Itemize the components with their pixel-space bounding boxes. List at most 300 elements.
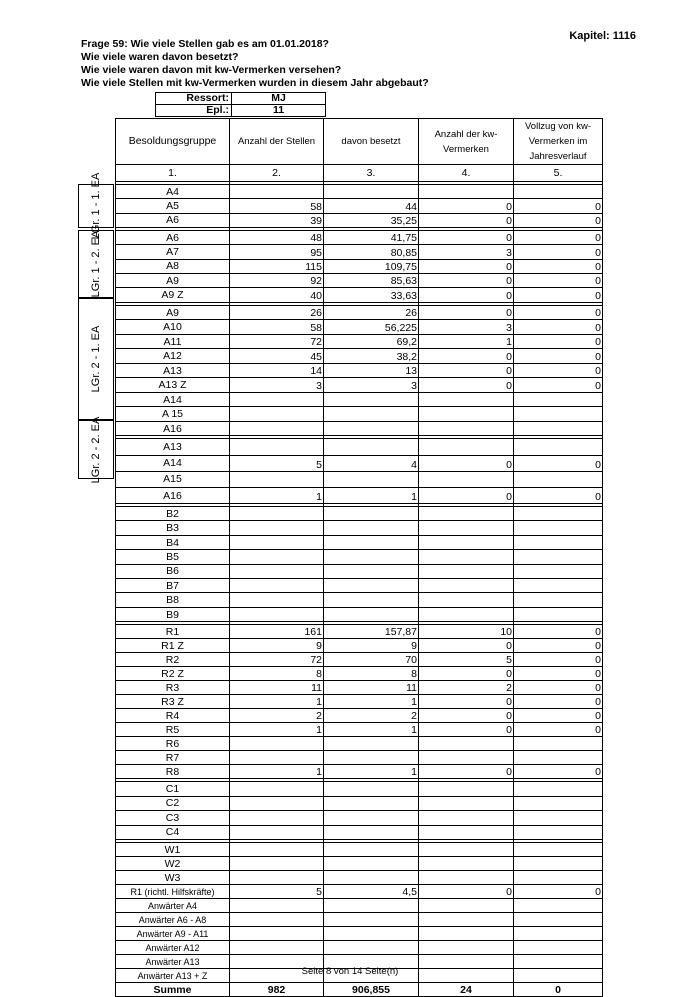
stellen-cell: 40 xyxy=(230,288,324,302)
table-row xyxy=(116,667,603,681)
besetzt-cell: 80,85 xyxy=(324,245,419,259)
besetzt-cell: 44 xyxy=(324,199,419,213)
stellen-cell: 115 xyxy=(230,259,324,273)
summe-value: 982 xyxy=(230,983,324,997)
table-row xyxy=(116,913,603,927)
stellen-cell xyxy=(230,421,324,436)
summe-value: 24 xyxy=(419,983,514,997)
chapter-label: Kapitel: 1116 xyxy=(569,30,636,42)
stellen-cell xyxy=(230,899,324,913)
kw-cell: 0 xyxy=(419,487,514,503)
besoldungsgruppe-cell: A11 xyxy=(116,334,230,349)
kw-cell: 5 xyxy=(419,653,514,667)
kw-cell xyxy=(419,407,514,422)
besoldungsgruppe-cell: A9 Z xyxy=(116,288,230,302)
besoldungsgruppe-cell: R7 xyxy=(116,751,230,765)
stellen-cell xyxy=(230,579,324,593)
besoldungsgruppe-cell: B8 xyxy=(116,593,230,607)
table-row xyxy=(116,885,603,899)
stellen-cell xyxy=(230,471,324,487)
vollzug-cell: 0 xyxy=(514,230,603,244)
question-line: Wie viele waren davon mit kw-Vermerken versehen? xyxy=(81,64,342,76)
header-davon-besetzt: davon besetzt xyxy=(324,119,419,165)
stellen-cell xyxy=(230,550,324,564)
besetzt-cell: 3 xyxy=(324,378,419,393)
besoldungsgruppe-cell: R3 Z xyxy=(116,695,230,709)
kw-cell: 3 xyxy=(419,245,514,259)
vollzug-cell xyxy=(514,825,603,840)
ressort-table xyxy=(155,92,326,117)
kw-cell xyxy=(419,593,514,607)
stellen-cell: 161 xyxy=(230,625,324,639)
stellen-cell: 1 xyxy=(230,723,324,737)
vollzug-cell: 0 xyxy=(514,245,603,259)
kw-cell xyxy=(419,535,514,549)
besoldungsgruppe-cell: A9 xyxy=(116,274,230,288)
epl-label: Epl.: xyxy=(156,105,232,117)
stellen-cell xyxy=(230,535,324,549)
besoldungsgruppe-cell: A13 Z xyxy=(116,378,230,393)
table-row xyxy=(116,439,603,455)
stellen-cell xyxy=(230,185,324,199)
stellen-cell: 39 xyxy=(230,213,324,227)
besoldungsgruppe-cell: R2 xyxy=(116,653,230,667)
besetzt-cell xyxy=(324,392,419,407)
besetzt-cell xyxy=(324,407,419,422)
stellen-cell xyxy=(230,927,324,941)
kw-cell: 3 xyxy=(419,320,514,335)
kw-cell xyxy=(419,782,514,797)
header-besoldungsgruppe: Besoldungsgruppe xyxy=(116,119,230,165)
vollzug-cell xyxy=(514,471,603,487)
table-row xyxy=(116,653,603,667)
besetzt-cell xyxy=(324,941,419,955)
stellen-cell: 48 xyxy=(230,230,324,244)
kw-cell xyxy=(419,579,514,593)
table-row xyxy=(116,199,603,213)
vollzug-cell: 0 xyxy=(514,334,603,349)
vollzug-cell xyxy=(514,535,603,549)
besoldungsgruppe-cell: A 15 xyxy=(116,407,230,422)
table-row xyxy=(116,320,603,335)
besetzt-cell xyxy=(324,737,419,751)
besetzt-cell: 4,5 xyxy=(324,885,419,899)
table-row xyxy=(116,579,603,593)
kw-cell: 10 xyxy=(419,625,514,639)
besetzt-cell xyxy=(324,579,419,593)
vollzug-cell xyxy=(514,899,603,913)
stellen-cell xyxy=(230,439,324,455)
table-row xyxy=(116,471,603,487)
besoldungsgruppe-cell: B6 xyxy=(116,564,230,578)
epl-value: 11 xyxy=(232,105,326,117)
table-row xyxy=(116,274,603,288)
besoldungsgruppe-cell: A13 xyxy=(116,363,230,378)
besoldungsgruppe-cell: R1 xyxy=(116,625,230,639)
table-row xyxy=(116,185,603,199)
table-row xyxy=(116,709,603,723)
besetzt-cell: 13 xyxy=(324,363,419,378)
besetzt-cell xyxy=(324,550,419,564)
besoldungsgruppe-cell: B5 xyxy=(116,550,230,564)
kw-cell xyxy=(419,843,514,857)
table-row xyxy=(116,392,603,407)
stellen-cell: 95 xyxy=(230,245,324,259)
besetzt-cell xyxy=(324,825,419,840)
column-number: 1. xyxy=(116,165,230,182)
header-vollzug: Vollzug von kw-Vermerken im Jahresverlauf xyxy=(514,119,603,165)
table-row xyxy=(116,535,603,549)
vollzug-cell xyxy=(514,927,603,941)
besoldungsgruppe-cell: C4 xyxy=(116,825,230,840)
kw-cell: 0 xyxy=(419,274,514,288)
besetzt-cell: 9 xyxy=(324,639,419,653)
table-row xyxy=(116,927,603,941)
kw-cell: 0 xyxy=(419,230,514,244)
stellen-cell xyxy=(230,521,324,535)
besetzt-cell: 1 xyxy=(324,487,419,503)
vollzug-cell: 0 xyxy=(514,288,603,302)
summe-value: 906,855 xyxy=(324,983,419,997)
table-row xyxy=(116,230,603,244)
table-row xyxy=(116,843,603,857)
lgr-1-2-label: LGr. 1 - 2. EA xyxy=(78,230,114,298)
besoldungsgruppe-cell: R3 xyxy=(116,681,230,695)
page-footer: Seite 8 von 14 Seite(n) xyxy=(301,966,399,977)
lgr-2-1-label: LGr. 2 - 1. EA xyxy=(78,298,114,420)
stellen-cell: 3 xyxy=(230,378,324,393)
table-row xyxy=(116,811,603,826)
vollzug-cell: 0 xyxy=(514,695,603,709)
question-line: Wie viele Stellen mit kw-Vermerken wurden in diesem Jahr abgebaut? xyxy=(81,77,429,89)
besoldungsgruppe-cell: A6 xyxy=(116,230,230,244)
table-row xyxy=(116,334,603,349)
vollzug-cell: 0 xyxy=(514,639,603,653)
besoldungsgruppe-cell: R4 xyxy=(116,709,230,723)
kw-cell: 2 xyxy=(419,681,514,695)
besetzt-cell: 70 xyxy=(324,653,419,667)
vollzug-cell: 0 xyxy=(514,259,603,273)
besetzt-cell xyxy=(324,521,419,535)
besetzt-cell: 1 xyxy=(324,765,419,779)
vollzug-cell: 0 xyxy=(514,455,603,471)
besoldungsgruppe-cell: Anwärter A12 xyxy=(116,941,230,955)
besetzt-cell xyxy=(324,439,419,455)
besetzt-cell xyxy=(324,843,419,857)
besetzt-cell: 4 xyxy=(324,455,419,471)
vollzug-cell xyxy=(514,796,603,811)
besoldungsgruppe-cell: A4 xyxy=(116,185,230,199)
stellen-cell: 1 xyxy=(230,695,324,709)
besetzt-cell: 35,25 xyxy=(324,213,419,227)
kw-cell xyxy=(419,941,514,955)
table-row xyxy=(116,421,603,436)
ressort-label: Ressort: xyxy=(156,93,232,105)
besetzt-cell: 56,225 xyxy=(324,320,419,335)
kw-cell xyxy=(419,471,514,487)
table-row xyxy=(116,245,603,259)
stellen-cell: 5 xyxy=(230,885,324,899)
kw-cell xyxy=(419,899,514,913)
question-line: Wie viele waren davon besetzt? xyxy=(81,51,239,63)
vollzug-cell xyxy=(514,550,603,564)
vollzug-cell: 0 xyxy=(514,320,603,335)
table-row xyxy=(116,857,603,871)
stellen-cell: 1 xyxy=(230,765,324,779)
vollzug-cell: 0 xyxy=(514,349,603,364)
stellen-cell xyxy=(230,811,324,826)
stellen-cell xyxy=(230,782,324,797)
kw-cell: 0 xyxy=(419,709,514,723)
table-row xyxy=(116,455,603,471)
stellen-cell xyxy=(230,564,324,578)
table-row xyxy=(116,507,603,521)
table-row xyxy=(116,695,603,709)
kw-cell: 0 xyxy=(419,695,514,709)
stellen-cell: 2 xyxy=(230,709,324,723)
kw-cell: 0 xyxy=(419,639,514,653)
kw-cell: 0 xyxy=(419,667,514,681)
besoldungsgruppe-cell: Anwärter A13 xyxy=(116,955,230,969)
besoldungsgruppe-cell: Anwärter A9 - A11 xyxy=(116,927,230,941)
besetzt-cell: 109,75 xyxy=(324,259,419,273)
stellen-cell: 5 xyxy=(230,455,324,471)
besoldungsgruppe-cell: A16 xyxy=(116,487,230,503)
table-row xyxy=(116,737,603,751)
kw-cell: 0 xyxy=(419,378,514,393)
besetzt-cell xyxy=(324,811,419,826)
kw-cell: 0 xyxy=(419,288,514,302)
kw-cell xyxy=(419,913,514,927)
table-row xyxy=(116,681,603,695)
kw-cell: 0 xyxy=(419,259,514,273)
stellen-cell: 26 xyxy=(230,305,324,320)
besetzt-cell: 85,63 xyxy=(324,274,419,288)
vollzug-cell xyxy=(514,521,603,535)
table-row xyxy=(116,765,603,779)
besoldungsgruppe-cell: Anwärter A4 xyxy=(116,899,230,913)
besetzt-cell xyxy=(324,564,419,578)
kw-cell: 0 xyxy=(419,455,514,471)
besoldungsgruppe-cell: A10 xyxy=(116,320,230,335)
column-number-row xyxy=(116,165,603,182)
table-row xyxy=(116,593,603,607)
table-row xyxy=(116,639,603,653)
table-row xyxy=(116,625,603,639)
besetzt-cell xyxy=(324,927,419,941)
table-row xyxy=(116,825,603,840)
kw-cell xyxy=(419,927,514,941)
stellen-cell: 72 xyxy=(230,334,324,349)
vollzug-cell xyxy=(514,579,603,593)
besoldungsgruppe-cell: R5 xyxy=(116,723,230,737)
besoldungsgruppe-cell: Anwärter A6 - A8 xyxy=(116,913,230,927)
header-anzahl-stellen: Anzahl der Stellen xyxy=(230,119,324,165)
besetzt-cell xyxy=(324,535,419,549)
vollzug-cell: 0 xyxy=(514,487,603,503)
vollzug-cell xyxy=(514,507,603,521)
besetzt-cell xyxy=(324,913,419,927)
vollzug-cell xyxy=(514,782,603,797)
besoldungsgruppe-cell: B9 xyxy=(116,607,230,621)
stellen-cell: 8 xyxy=(230,667,324,681)
besetzt-cell xyxy=(324,871,419,885)
besoldungsgruppe-cell: Anwärter A13 + Z xyxy=(116,969,230,983)
vollzug-cell: 0 xyxy=(514,199,603,213)
besetzt-cell: 69,2 xyxy=(324,334,419,349)
besetzt-cell xyxy=(324,751,419,765)
besoldungsgruppe-cell: R6 xyxy=(116,737,230,751)
besetzt-cell xyxy=(324,857,419,871)
header-kw-vermerke: Anzahl der kw-Vermerken xyxy=(419,119,514,165)
stellen-cell xyxy=(230,407,324,422)
besoldungsgruppe-cell: C3 xyxy=(116,811,230,826)
vollzug-cell: 0 xyxy=(514,723,603,737)
table-row xyxy=(116,782,603,797)
besoldungsgruppe-cell: B3 xyxy=(116,521,230,535)
kw-cell xyxy=(419,825,514,840)
besetzt-cell xyxy=(324,507,419,521)
stellen-cell xyxy=(230,593,324,607)
table-row xyxy=(116,213,603,227)
besetzt-cell xyxy=(324,899,419,913)
stellen-cell xyxy=(230,507,324,521)
column-number: 3. xyxy=(324,165,419,182)
kw-cell xyxy=(419,439,514,455)
kw-cell xyxy=(419,871,514,885)
table-row xyxy=(116,305,603,320)
besetzt-cell: 157,87 xyxy=(324,625,419,639)
stellen-cell xyxy=(230,796,324,811)
kw-cell xyxy=(419,507,514,521)
lgr-1-1-label: LGr. 1 - 1. EA xyxy=(78,184,114,228)
besetzt-cell: 2 xyxy=(324,709,419,723)
table-row xyxy=(116,349,603,364)
besoldungsgruppe-cell: A16 xyxy=(116,421,230,436)
stellen-cell: 9 xyxy=(230,639,324,653)
stellen-cell xyxy=(230,737,324,751)
besoldungsgruppe-cell: C2 xyxy=(116,796,230,811)
vollzug-cell xyxy=(514,843,603,857)
besoldungsgruppe-cell: B7 xyxy=(116,579,230,593)
vollzug-cell xyxy=(514,913,603,927)
kw-cell: 0 xyxy=(419,213,514,227)
stellen-cell xyxy=(230,871,324,885)
kw-cell xyxy=(419,521,514,535)
besetzt-cell xyxy=(324,782,419,797)
besoldungsgruppe-cell: A6 xyxy=(116,213,230,227)
besetzt-cell xyxy=(324,796,419,811)
ressort-value: MJ xyxy=(232,93,326,105)
kw-cell: 0 xyxy=(419,723,514,737)
kw-cell xyxy=(419,857,514,871)
besoldungsgruppe-cell: R1 Z xyxy=(116,639,230,653)
besetzt-cell: 26 xyxy=(324,305,419,320)
vollzug-cell: 0 xyxy=(514,213,603,227)
besetzt-cell: 1 xyxy=(324,695,419,709)
stellen-cell xyxy=(230,825,324,840)
besoldungsgruppe-cell: A14 xyxy=(116,392,230,407)
stellen-cell: 72 xyxy=(230,653,324,667)
table-row xyxy=(116,723,603,737)
vollzug-cell xyxy=(514,871,603,885)
besoldungsgruppe-cell: A7 xyxy=(116,245,230,259)
stellen-cell: 58 xyxy=(230,320,324,335)
vollzug-cell xyxy=(514,751,603,765)
besoldungsgruppe-cell: A12 xyxy=(116,349,230,364)
besoldungsgruppe-cell: R1 (richtl. Hilfskräfte) xyxy=(116,885,230,899)
vollzug-cell: 0 xyxy=(514,885,603,899)
kw-cell xyxy=(419,607,514,621)
besoldungsgruppe-cell: C1 xyxy=(116,782,230,797)
besoldungsgruppe-cell: B4 xyxy=(116,535,230,549)
stellen-cell xyxy=(230,857,324,871)
table-row xyxy=(116,363,603,378)
column-number: 5. xyxy=(514,165,603,182)
stellen-cell: 45 xyxy=(230,349,324,364)
stellen-cell: 11 xyxy=(230,681,324,695)
vollzug-cell: 0 xyxy=(514,667,603,681)
kw-cell: 0 xyxy=(419,885,514,899)
kw-cell: 0 xyxy=(419,199,514,213)
vollzug-cell xyxy=(514,941,603,955)
stellen-cell: 14 xyxy=(230,363,324,378)
stellen-cell: 1 xyxy=(230,487,324,503)
kw-cell: 0 xyxy=(419,305,514,320)
table-row xyxy=(116,407,603,422)
kw-cell xyxy=(419,564,514,578)
summe-label: Summe xyxy=(116,983,230,997)
vollzug-cell xyxy=(514,737,603,751)
besetzt-cell: 1 xyxy=(324,723,419,737)
table-row xyxy=(116,871,603,885)
besetzt-cell: 38,2 xyxy=(324,349,419,364)
vollzug-cell xyxy=(514,607,603,621)
besetzt-cell xyxy=(324,471,419,487)
vollzug-cell xyxy=(514,857,603,871)
table-row xyxy=(116,288,603,302)
besetzt-cell: 11 xyxy=(324,681,419,695)
besetzt-cell: 33,63 xyxy=(324,288,419,302)
summe-value: 0 xyxy=(514,983,603,997)
table-row xyxy=(116,564,603,578)
kw-cell xyxy=(419,185,514,199)
vollzug-cell xyxy=(514,564,603,578)
table-row xyxy=(116,899,603,913)
vollzug-cell xyxy=(514,407,603,422)
besetzt-cell: 8 xyxy=(324,667,419,681)
vollzug-cell: 0 xyxy=(514,305,603,320)
table-row xyxy=(116,751,603,765)
stellen-cell xyxy=(230,392,324,407)
besetzt-cell xyxy=(324,421,419,436)
besoldungsgruppe-cell: W2 xyxy=(116,857,230,871)
besetzt-cell: 41,75 xyxy=(324,230,419,244)
kw-cell: 0 xyxy=(419,363,514,378)
besoldungsgruppe-cell: W1 xyxy=(116,843,230,857)
kw-cell: 0 xyxy=(419,765,514,779)
besoldungsgruppe-cell: A8 xyxy=(116,259,230,273)
besoldungsgruppe-cell: B2 xyxy=(116,507,230,521)
vollzug-cell: 0 xyxy=(514,274,603,288)
besoldungsgruppe-cell: A15 xyxy=(116,471,230,487)
stellen-cell xyxy=(230,913,324,927)
vollzug-cell xyxy=(514,392,603,407)
vollzug-cell xyxy=(514,439,603,455)
besoldungsgruppe-cell: A13 xyxy=(116,439,230,455)
kw-cell xyxy=(419,811,514,826)
table-row xyxy=(116,487,603,503)
